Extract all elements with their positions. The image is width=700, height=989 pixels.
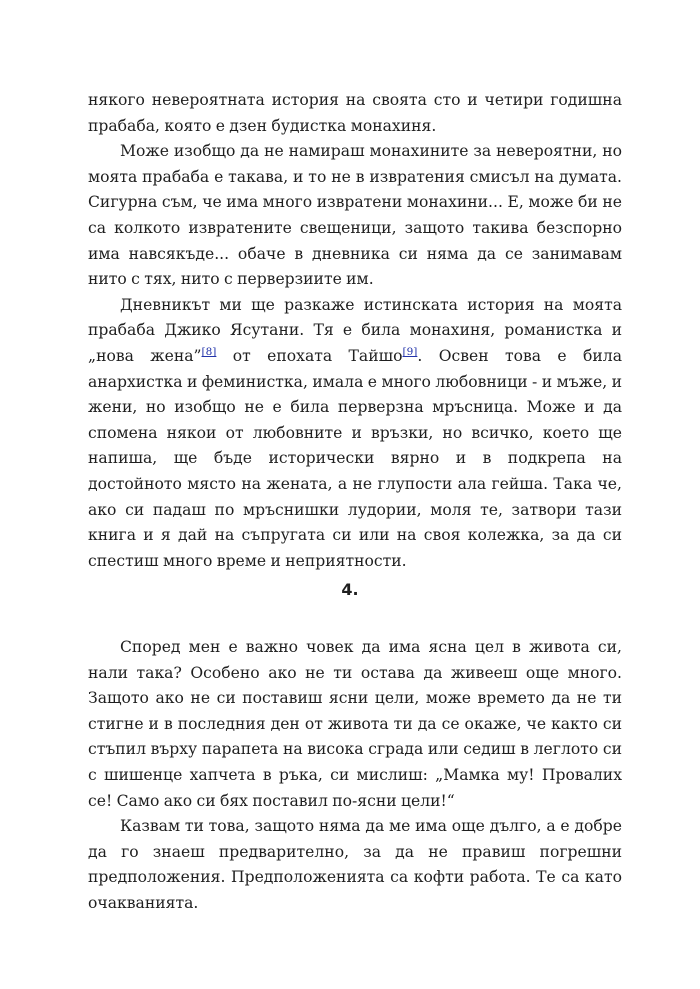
paragraph-goals: Според мен е важно човек да има ясна цел в живота си, нали така? Особено ако не ти остава да живееш още много. Защото ако не си поставиш ясни цели, може времето да не ти стигне и в последния ден от живота ти да се окаже, че както си стъпил върху парапета на висока сграда или седиш в леглото си с шишенце хапчета в ръка, си мислиш: „Мамка му! Провалих се! Само ако си бях поставил по-ясни цели!“ xyxy=(88,638,622,810)
footnote-link-8[interactable]: [8] xyxy=(201,345,217,358)
text-section-before-chapter xyxy=(88,88,622,574)
text-section-after-chapter xyxy=(88,635,622,917)
paragraph-diary xyxy=(88,293,622,575)
paragraph-nuns: Може изобщо да не намираш монахините за невероятни, но моята прабаба е такава, и то не в извратения смисъл на думата. Сигурна съм, че има много извратени монахини... Е, може би не са колкото извратените свещеници, защото такива безспорно има навсякъде... обаче в дневника си няма да се занимавам нито с тях, нито с перверзиите им. xyxy=(88,142,622,289)
paragraph-diary-part-1: Дневникът ми ще разкаже истинската история на моята прабаба Джико Ясутани. Тя е била монахиня, романистка и „нова жена” xyxy=(88,295,622,365)
paragraph-assumptions: Казвам ти това, защото няма да ме има още дълго, а е добре да го знаеш предварително, за да не правиш погрешни предположения. Предположенията са кофти работа. Те са като очакванията. xyxy=(88,817,622,912)
footnote-link-9[interactable]: [9] xyxy=(402,345,418,358)
paragraph-diary-part-3: . Освен това е била анархистка и феминистка, имала е много любовници - и мъже, и жени, но изобщо не е била перверзна мръсница. Може и да спомена някои от любовните и връзки, но всичко, което ще напиша, ще бъде исторически вярно и в подкрепа на достойното място на жената, а не глупости ала гейша. Така че, ако си падаш по мръснишки лудории, моля те, затвори тази книга и я дай на съпругата си или на своя колежка, за да си спестиш много време и неприятности. xyxy=(88,346,622,570)
paragraph-diary-part-2: от епохата Тайшо xyxy=(216,346,403,365)
paragraph-continued: някого невероятната история на своята сто и четири годишна прабаба, която е дзен будистка монахиня. xyxy=(88,91,622,135)
chapter-heading: 4. xyxy=(341,580,359,599)
